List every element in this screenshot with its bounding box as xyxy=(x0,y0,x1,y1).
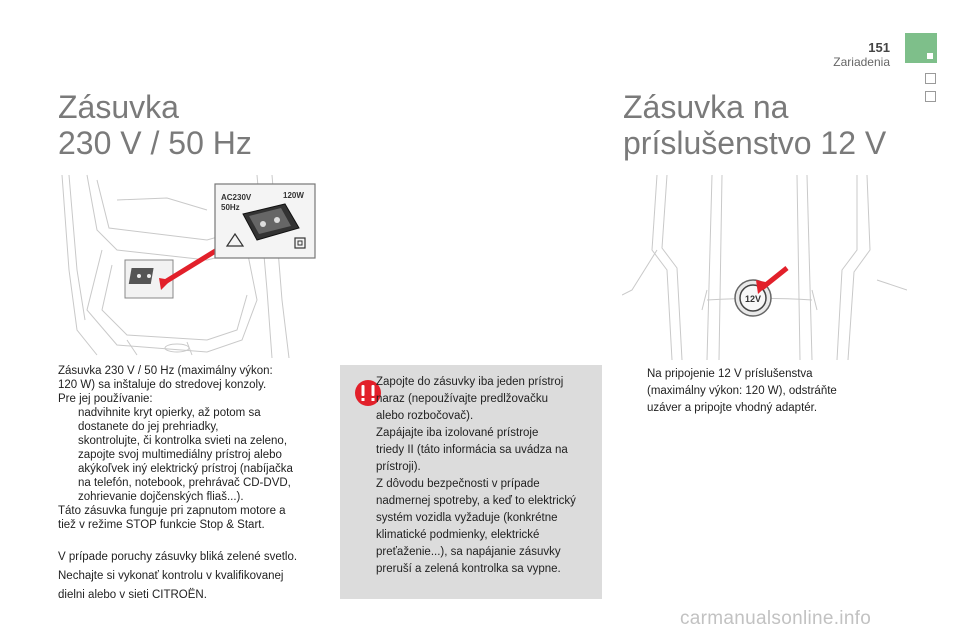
console-12v-illustration xyxy=(622,170,907,360)
warning-line: alebo rozbočovač). xyxy=(376,410,474,422)
socket-230v-instructions xyxy=(58,364,328,532)
warning-line: triedy II (táto informácia sa uvádza na xyxy=(376,444,568,456)
bullet-12v-line-3: uzáver a pripojte vhodný adaptér. xyxy=(647,402,818,414)
bullet-marker xyxy=(58,448,78,504)
socket-label-50hz: 50Hz xyxy=(221,203,240,212)
title-12v-line2: príslušenstvo 12 V xyxy=(623,125,887,161)
fault-line-2: Nechajte si vykonať kontrolu v kvalifikovanej xyxy=(58,570,284,582)
fault-line-3: dielni alebo v sieti CITROËN. xyxy=(58,589,207,601)
fault-notice xyxy=(58,548,328,605)
warning-line: prístroji). xyxy=(376,461,421,473)
warning-line: Zapojte do zásuvky iba jeden prístroj xyxy=(376,376,564,388)
title-230v xyxy=(58,89,358,161)
bullet-3-line-3: na telefón, notebook, prehrávač CD-DVD, xyxy=(78,477,291,489)
outro-line-2: tiež v režime STOP funkcie Stop & Start. xyxy=(58,519,265,531)
bullet-2-line-1: skontrolujte, či kontrolka svieti na zeleno, xyxy=(78,435,288,447)
socket-label-120w: 120W xyxy=(283,191,304,200)
bullet-1-line-2: dostanete do jej prehriadky, xyxy=(78,421,219,433)
bullet-marker xyxy=(627,366,647,417)
bullet-3-line-4: zohrievanie dojčenských fliaš...). xyxy=(78,491,244,503)
section-tab-empty-1 xyxy=(925,73,936,84)
warning-line: preruší a zelená kontrolka sa vypne. xyxy=(376,563,561,575)
warning-line: systém vozidla vyžaduje (konkrétne xyxy=(376,512,558,524)
warning-line: klimatické podmienky, elektrické xyxy=(376,529,540,541)
section-tab-marker xyxy=(905,33,937,63)
bullet-3-line-2: akýkoľvek iný elektrický prístroj (nabíjačka xyxy=(78,463,293,475)
bullet-3 xyxy=(58,448,328,504)
bullet-12v-line-1: Na pripojenie 12 V príslušenstva xyxy=(647,368,813,380)
intro-line-2: 120 W) sa inštaluje do stredovej konzoly. xyxy=(58,379,267,391)
warning-line: preťaženie...), sa napájanie zásuvky xyxy=(376,546,561,558)
bullet-marker xyxy=(58,434,78,448)
bullet-2 xyxy=(58,434,328,448)
bullet-12v-line-2: (maximálny výkon: 120 W), odstráňte xyxy=(647,385,837,397)
warning-line: nadmernej spotreby, a keď to elektrický xyxy=(376,495,576,507)
warning-line: Z dôvodu bezpečnosti v prípade xyxy=(376,478,540,490)
title-230v-line1: Zásuvka xyxy=(58,89,179,125)
socket-12v-instructions xyxy=(627,366,867,417)
title-12v-line1: Zásuvka na xyxy=(623,89,789,125)
warning-line: naraz (nepoužívajte predlžovačku xyxy=(376,393,548,405)
console-230v-illustration xyxy=(57,170,320,358)
bullet-1 xyxy=(58,406,328,434)
bullet-1-line-1: nadvihnite kryt opierky, až potom sa xyxy=(78,407,261,419)
outro-line-1: Táto zásuvka funguje pri zapnutom motore a xyxy=(58,505,286,517)
section-title: Zariadenia xyxy=(833,55,890,69)
intro-line-3: Pre jej používanie: xyxy=(58,393,153,405)
watermark: carmanualsonline.info xyxy=(680,608,872,629)
warning-box xyxy=(340,365,602,599)
intro-line-1: Zásuvka 230 V / 50 Hz (maximálny výkon: xyxy=(58,365,273,377)
bullet-12v xyxy=(627,366,867,417)
title-230v-line2: 230 V / 50 Hz xyxy=(58,125,252,161)
warning-line: Zapájajte iba izolované prístroje xyxy=(376,427,539,439)
svg-text:12V: 12V xyxy=(744,294,762,304)
bullet-marker xyxy=(58,406,78,434)
title-12v xyxy=(623,89,943,161)
bullet-3-line-1: zapojte svoj multimediálny prístroj alebo xyxy=(78,449,282,461)
warning-text xyxy=(376,374,596,578)
fault-line-1: V prípade poruchy zásuvky bliká zelené svetlo. xyxy=(58,551,298,563)
page-number: 151 xyxy=(868,40,890,55)
socket-label-ac230v: AC230V xyxy=(221,193,252,202)
